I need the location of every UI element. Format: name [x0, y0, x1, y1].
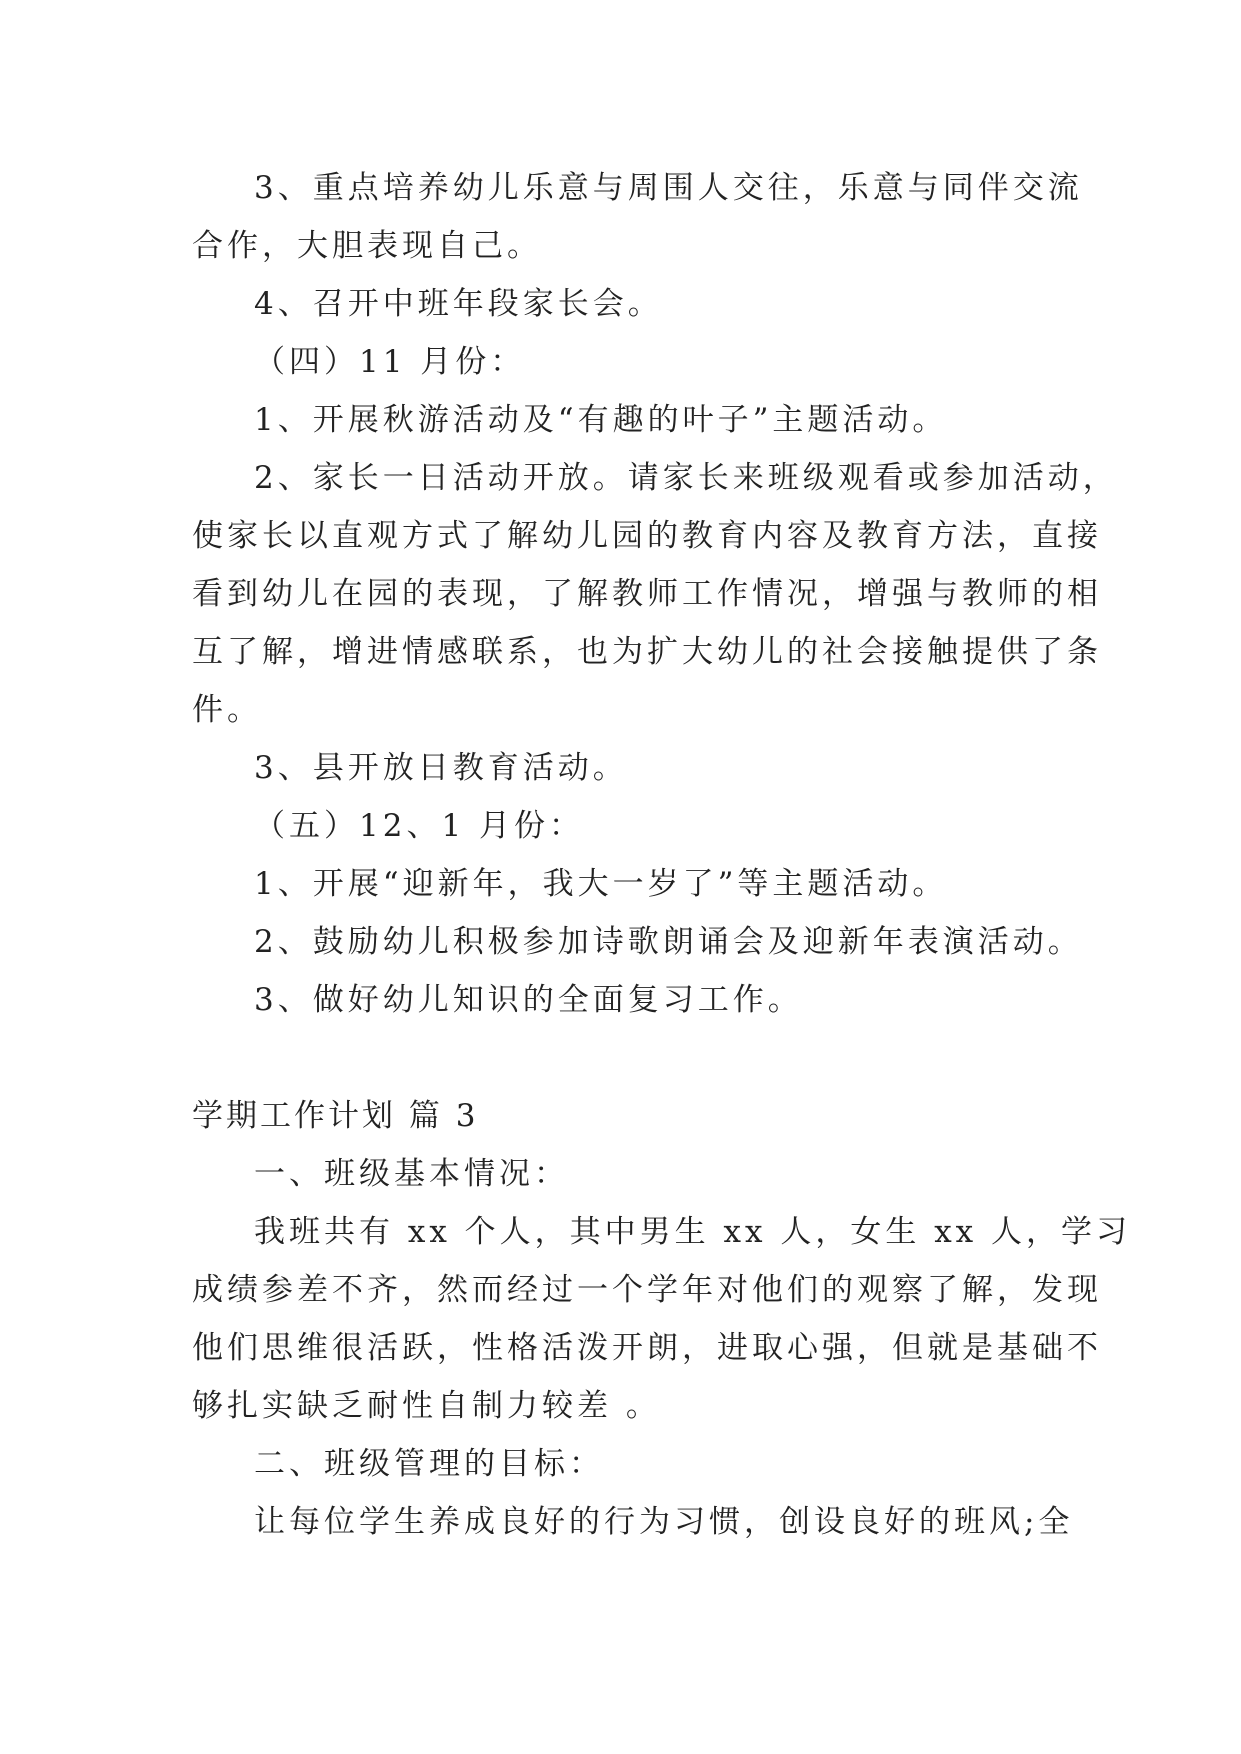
document-title: 学期工作计划 篇 3 — [192, 1098, 479, 1134]
paragraph-line: 够扎实缺乏耐性自制力较差 。 — [192, 1388, 661, 1424]
section-heading: （五）12、1 月份： — [254, 808, 585, 844]
paragraph-line: 使家长以直观方式了解幼儿园的教育内容及教育方法，直接 — [192, 518, 1102, 554]
paragraph-line: 2、鼓励幼儿积极参加诗歌朗诵会及迎新年表演活动。 — [254, 924, 1083, 960]
paragraph-line: 4、召开中班年段家长会。 — [254, 286, 663, 322]
section-heading: 二、班级管理的目标： — [254, 1446, 604, 1482]
paragraph-line: 3、县开放日教育活动。 — [254, 750, 628, 786]
paragraph-line: 3、重点培养幼儿乐意与周围人交往，乐意与同伴交流 — [254, 170, 1083, 206]
paragraph-line: 成绩参差不齐，然而经过一个学年对他们的观察了解，发现 — [192, 1272, 1102, 1308]
paragraph-line: 我班共有 xx 个人，其中男生 xx 人，女生 xx 人，学习 — [254, 1214, 1132, 1250]
paragraph-line: 互了解，增进情感联系，也为扩大幼儿的社会接触提供了条 — [192, 634, 1102, 670]
paragraph-line: 合作，大胆表现自己。 — [192, 228, 542, 264]
paragraph-line: 1、开展秋游活动及“有趣的叶子”主题活动。 — [254, 402, 948, 438]
section-heading: （四）11 月份： — [254, 344, 526, 380]
paragraph-line: 1、开展“迎新年，我大一岁了”等主题活动。 — [254, 866, 948, 902]
paragraph-line: 看到幼儿在园的表现，了解教师工作情况，增强与教师的相 — [192, 576, 1102, 612]
section-heading: 一、班级基本情况： — [254, 1156, 569, 1192]
paragraph-line: 2、家长一日活动开放。请家长来班级观看或参加活动， — [254, 460, 1118, 496]
paragraph-line: 3、做好幼儿知识的全面复习工作。 — [254, 982, 803, 1018]
paragraph-line: 件。 — [192, 692, 262, 728]
paragraph-line: 他们思维很活跃，性格活泼开朗，进取心强，但就是基础不 — [192, 1330, 1102, 1366]
paragraph-line: 让每位学生养成良好的行为习惯，创设良好的班风;全 — [254, 1504, 1074, 1540]
